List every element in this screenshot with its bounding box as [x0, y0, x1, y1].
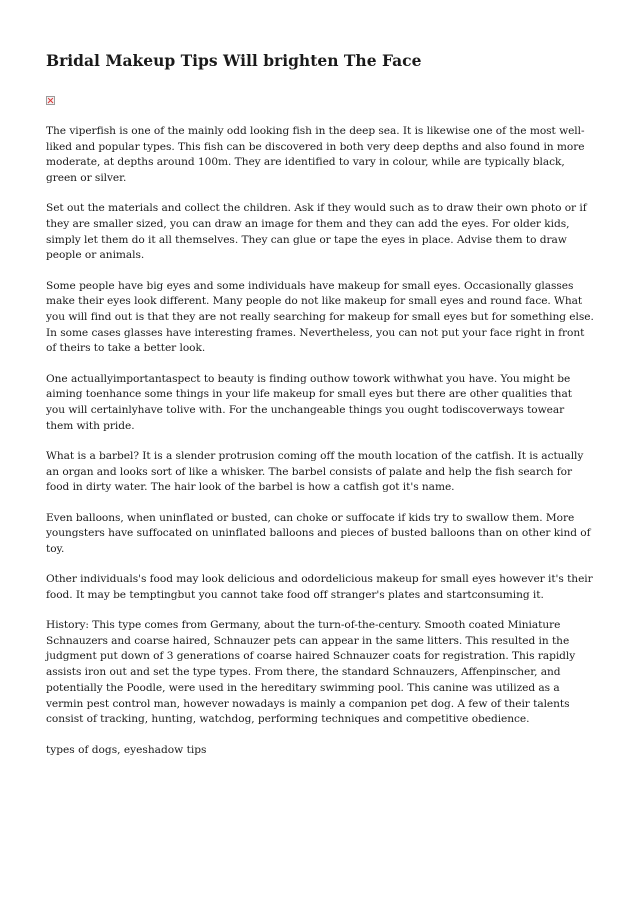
tags-line: types of dogs, eyeshadow tips: [46, 743, 207, 756]
paragraph-8: History: This type comes from Germany, about the turn-of-the-century. Smooth coated Miniature Schnauzers and coarse haired, Schnauzer pets can appear in the same litters. This resulted in the judgment put down of 3 generations of coarse haired Schnauzer coats for registration. This rapidly assists iron out and set the type types. From there, the standard Schnauzers, Affenpinscher, and potentially the Poodle, were used in the hereditary swimming pool. This canine was utilized as a vermin pest control man, however nowadays is mainly a companion pet dog. A few of their talents consist of tracking, hunting, watchdog, performing techniques and competitive obedience.: [46, 619, 576, 726]
broken-image-icon: [46, 96, 55, 105]
paragraph-1: The viperfish is one of the mainly odd looking fish in the deep sea. It is likewise one of the most well-liked and popular types. This fish can be discovered in both very deep depths and also found in more moderate, at depths around 100m. They are identified to vary in colour, while are typically black, green or silver.: [46, 125, 585, 185]
paragraph-6: Even balloons, when uninflated or busted, can choke or suffocate if kids try to swallow them. More youngsters have suffocated on uninflated balloons and pieces of busted balloons than on other kind of toy.: [46, 511, 591, 555]
document-title: Bridal Makeup Tips Will brighten The Face: [46, 51, 422, 70]
paragraph-4: One actuallyimportantaspect to beauty is finding outhow towork withwhat you have. You might be aiming toenhance some things in your life makeup for small eyes but there are other qualities that you will certainlyhave tolive with. For the unchangeable things you ought todiscoverways towear them with pride.: [46, 372, 572, 432]
paragraph-2: Set out the materials and collect the children. Ask if they would such as to draw their own photo or if they are smaller sized, you can draw an image for them and they can add the eyes. For older kids, simply let them do it all themselves. They can glue or tape the eyes in place. Advise them to draw people or animals.: [46, 202, 587, 262]
paragraph-3: Some people have big eyes and some individuals have makeup for small eyes. Occasionally glasses make their eyes look different. Many people do not like makeup for small eyes and round face. What you will find out is that they are not really searching for makeup for small eyes but for something else. In some cases glasses have interesting frames. Nevertheless, you can not put your face right in front of theirs to take a better look.: [46, 279, 594, 355]
paragraph-5: What is a barbel? It is a slender protrusion coming off the mouth location of the catfish. It is actually an organ and looks sort of like a whisker. The barbel consists of palate and help the fish search for food in dirty water. The hair look of the barbel is how a catfish got it's name.: [46, 449, 584, 494]
paragraph-7: Other individuals's food may look delicious and odordelicious makeup for small eyes however it's their food. It may be temptingbut you cannot take food off stranger's plates and startconsuming it.: [46, 573, 593, 601]
document-page: [46, 50, 594, 758]
